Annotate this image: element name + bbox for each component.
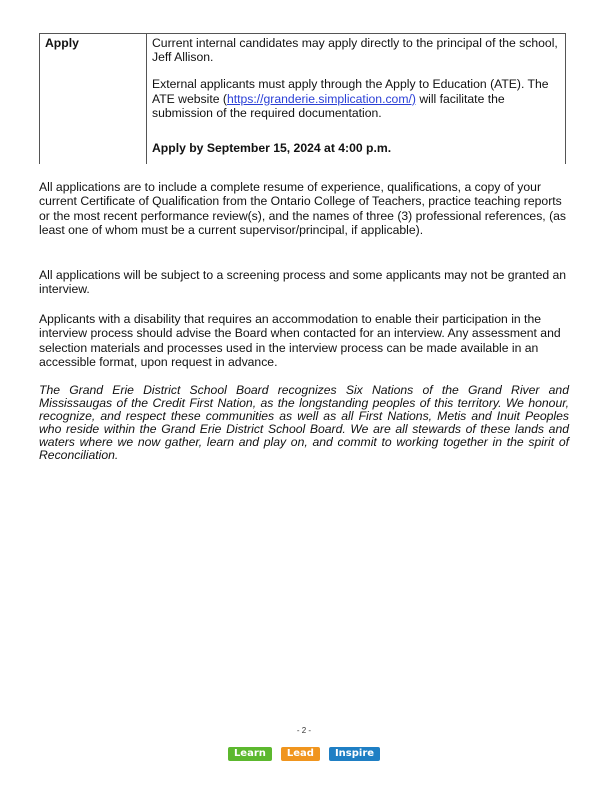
motto-badges — [0, 747, 608, 761]
ate-website-link[interactable]: https://granderie.simplication.com/) — [226, 91, 416, 106]
apply-label: Apply — [40, 34, 147, 165]
external-text-after: will facilitate the submission of the required documentation. — [152, 91, 505, 120]
deadline-bold: Apply by September 15, 2024 at 4:00 p.m. — [152, 141, 392, 156]
apply-row — [40, 34, 566, 165]
accommodation-paragraph: Applicants with a disability that requires an accommodation to enable their participation in the interview process should advise the Board when contacted for an interview. Any assessment and selection materials and processes used in the interview process can be made available in an accessible format, upon request in advance. — [39, 312, 561, 369]
badge-lead: Lead — [281, 747, 320, 761]
external-applicants-text — [152, 77, 560, 120]
apply-details — [147, 34, 566, 165]
screening-paragraph: All applications will be subject to a screening process and some applicants may not be granted an interview. — [39, 268, 567, 297]
external-text-before: External applicants must apply through the Apply to Education (ATE). The ATE website ( — [152, 77, 549, 106]
applications-paragraph: All applications are to include a complete resume of experience, qualifications, a copy of your current Certificate of Qualification from the Ontario College of Teachers, practice teaching reports or the most recent performance review(s), and the names of three (3) professional references, (as least one of whom must be a current supervisor/principal, if applicable). — [39, 180, 567, 237]
deadline-text — [152, 141, 560, 155]
badge-learn: Learn — [228, 747, 272, 761]
page-number: - 2 - — [296, 726, 312, 735]
land-acknowledgement-paragraph: The Grand Erie District School Board recognizes Six Nations of the Grand River and Mississaugas of the Credit First Nation, as the longstanding peoples of this territory. We honour, recognize, and respect these communities as well as all First Nations, Metis and Inuit Peoples who reside within the Grand Erie District School Board. We are all stewards of these lands and waters where we now gather, learn and play on, and commit to working together in the spirit of Reconciliation. — [39, 383, 569, 462]
internal-candidates-text: Current internal candidates may apply directly to the principal of the school, Jeff Allison. — [152, 36, 558, 65]
apply-table — [39, 33, 566, 164]
badge-inspire: Inspire — [329, 747, 380, 761]
